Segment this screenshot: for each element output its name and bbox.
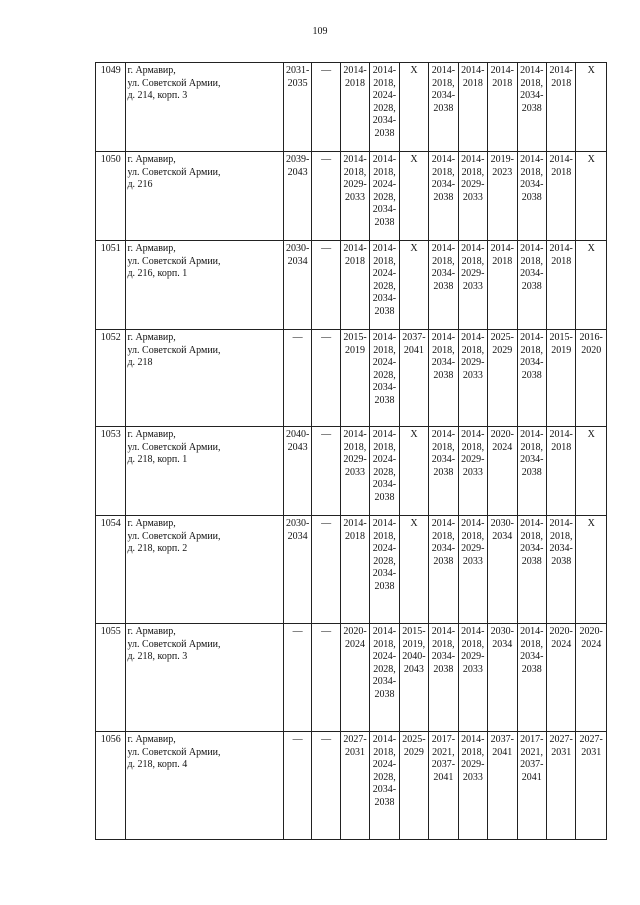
address-line: д. 214, корп. 3 bbox=[127, 90, 188, 101]
period-cell: 2014- 2018, 2034- 2038 bbox=[429, 427, 458, 516]
record-number: 1050 bbox=[96, 152, 126, 241]
period-cell: Х bbox=[399, 63, 428, 152]
period-cell: 2014- 2018, 2029- 2033 bbox=[458, 241, 487, 330]
period-cell: 2015- 2019 bbox=[546, 330, 575, 427]
address-line: г. Армавир, bbox=[127, 429, 176, 440]
table-row bbox=[96, 63, 607, 152]
period-cell: — bbox=[312, 63, 340, 152]
period-cell: 2014- 2018, 2029- 2033 bbox=[458, 427, 487, 516]
address-cell bbox=[126, 330, 283, 427]
period-cell: — bbox=[312, 152, 340, 241]
period-cell: 2014- 2018, 2034- 2038 bbox=[517, 330, 546, 427]
address-line: д. 218 bbox=[127, 357, 153, 368]
period-cell: 2014- 2018, 2034- 2038 bbox=[429, 330, 458, 427]
record-number: 1051 bbox=[96, 241, 126, 330]
period-cell: Х bbox=[576, 516, 607, 624]
period-cell: 2020- 2024 bbox=[488, 427, 517, 516]
address-line: д. 216 bbox=[127, 179, 153, 190]
address-line: г. Армавир, bbox=[127, 65, 176, 76]
period-cell: 2014- 2018, 2024- 2028, 2034- 2038 bbox=[370, 330, 399, 427]
address-line: ул. Советской Армии, bbox=[127, 530, 221, 542]
address-line: г. Армавир, bbox=[127, 154, 176, 165]
period-cell: 2027- 2031 bbox=[576, 732, 607, 840]
address-line: ул. Советской Армии, bbox=[127, 77, 221, 89]
address-line: г. Армавир, bbox=[127, 518, 176, 529]
period-cell: — bbox=[283, 330, 311, 427]
period-cell: 2025- 2029 bbox=[488, 330, 517, 427]
page-number: 109 bbox=[312, 26, 328, 37]
address-line: ул. Советской Армии, bbox=[127, 441, 221, 453]
address-cell bbox=[126, 624, 283, 732]
record-number: 1049 bbox=[96, 63, 126, 152]
record-number: 1053 bbox=[96, 427, 126, 516]
address-line: ул. Советской Армии, bbox=[127, 255, 221, 267]
period-cell: 2014- 2018, 2029- 2033 bbox=[458, 624, 487, 732]
address-cell bbox=[126, 241, 283, 330]
period-cell: 2039- 2043 bbox=[283, 152, 311, 241]
record-number: 1056 bbox=[96, 732, 126, 840]
period-cell: — bbox=[312, 241, 340, 330]
period-cell: 2014- 2018, 2034- 2038 bbox=[429, 516, 458, 624]
period-cell: 2014- 2018 bbox=[546, 241, 575, 330]
address-line: д. 218, корп. 4 bbox=[127, 759, 188, 770]
period-cell: 2014- 2018, 2024- 2028, 2034- 2038 bbox=[370, 63, 399, 152]
period-cell: Х bbox=[399, 427, 428, 516]
period-cell: — bbox=[312, 330, 340, 427]
period-cell: 2020- 2024 bbox=[576, 624, 607, 732]
period-cell: 2014- 2018 bbox=[546, 427, 575, 516]
period-cell: Х bbox=[399, 516, 428, 624]
table-row bbox=[96, 427, 607, 516]
table-row bbox=[96, 241, 607, 330]
period-cell: 2020- 2024 bbox=[340, 624, 369, 732]
period-cell: 2014- 2018, 2029- 2033 bbox=[340, 152, 369, 241]
period-cell: 2014- 2018, 2029- 2033 bbox=[340, 427, 369, 516]
period-cell: 2014- 2018 bbox=[458, 63, 487, 152]
period-cell: 2017- 2021, 2037- 2041 bbox=[517, 732, 546, 840]
record-number: 1052 bbox=[96, 330, 126, 427]
period-cell: Х bbox=[576, 63, 607, 152]
period-cell: 2014- 2018 bbox=[340, 241, 369, 330]
address-line: д. 218, корп. 3 bbox=[127, 651, 188, 662]
period-cell: 2014- 2018, 2024- 2028, 2034- 2038 bbox=[370, 152, 399, 241]
period-cell: 2027- 2031 bbox=[340, 732, 369, 840]
period-cell: Х bbox=[399, 152, 428, 241]
period-cell: 2014- 2018, 2034- 2038 bbox=[429, 152, 458, 241]
period-cell: 2015- 2019 bbox=[340, 330, 369, 427]
repair-schedule-table bbox=[95, 62, 607, 840]
period-cell: 2014- 2018, 2034- 2038 bbox=[429, 241, 458, 330]
period-cell: 2014- 2018 bbox=[546, 63, 575, 152]
address-line: ул. Советской Армии, bbox=[127, 746, 221, 758]
period-cell: — bbox=[312, 427, 340, 516]
period-cell: — bbox=[283, 624, 311, 732]
period-cell: 2014- 2018 bbox=[340, 516, 369, 624]
period-cell: 2014- 2018, 2034- 2038 bbox=[517, 152, 546, 241]
period-cell: 2014- 2018, 2034- 2038 bbox=[517, 241, 546, 330]
period-cell: 2014- 2018, 2024- 2028, 2034- 2038 bbox=[370, 732, 399, 840]
table-row bbox=[96, 732, 607, 840]
period-cell: 2015- 2019, 2040- 2043 bbox=[399, 624, 428, 732]
record-number: 1055 bbox=[96, 624, 126, 732]
address-line: ул. Советской Армии, bbox=[127, 166, 221, 178]
period-cell: 2016- 2020 bbox=[576, 330, 607, 427]
period-cell: 2014- 2018 bbox=[340, 63, 369, 152]
address-line: д. 218, корп. 2 bbox=[127, 543, 188, 554]
period-cell: 2020- 2024 bbox=[546, 624, 575, 732]
period-cell: 2014- 2018, 2029- 2033 bbox=[458, 330, 487, 427]
address-line: д. 216, корп. 1 bbox=[127, 268, 188, 279]
address-line: ул. Советской Армии, bbox=[127, 638, 221, 650]
table-row bbox=[96, 516, 607, 624]
address-cell bbox=[126, 516, 283, 624]
address-line: г. Армавир, bbox=[127, 332, 176, 343]
period-cell: 2030- 2034 bbox=[283, 516, 311, 624]
period-cell: 2014- 2018, 2024- 2028, 2034- 2038 bbox=[370, 427, 399, 516]
period-cell: 2017- 2021, 2037- 2041 bbox=[429, 732, 458, 840]
period-cell: Х bbox=[576, 241, 607, 330]
period-cell: 2014- 2018, 2024- 2028, 2034- 2038 bbox=[370, 624, 399, 732]
period-cell: — bbox=[283, 732, 311, 840]
period-cell: 2027- 2031 bbox=[546, 732, 575, 840]
period-cell: 2040- 2043 bbox=[283, 427, 311, 516]
period-cell: — bbox=[312, 516, 340, 624]
period-cell: Х bbox=[399, 241, 428, 330]
period-cell: 2030- 2034 bbox=[488, 624, 517, 732]
period-cell: — bbox=[312, 732, 340, 840]
period-cell: 2030- 2034 bbox=[283, 241, 311, 330]
period-cell: 2014- 2018, 2029- 2033 bbox=[458, 152, 487, 241]
address-line: г. Армавир, bbox=[127, 626, 176, 637]
record-number: 1054 bbox=[96, 516, 126, 624]
period-cell: 2025- 2029 bbox=[399, 732, 428, 840]
table-row bbox=[96, 152, 607, 241]
period-cell: 2014- 2018, 2029- 2033 bbox=[458, 516, 487, 624]
period-cell: 2014- 2018, 2034- 2038 bbox=[429, 624, 458, 732]
period-cell: 2019- 2023 bbox=[488, 152, 517, 241]
period-cell: 2014- 2018, 2034- 2038 bbox=[429, 63, 458, 152]
period-cell: 2037- 2041 bbox=[399, 330, 428, 427]
period-cell: 2037- 2041 bbox=[488, 732, 517, 840]
period-cell: 2014- 2018 bbox=[488, 241, 517, 330]
address-cell bbox=[126, 152, 283, 241]
period-cell: 2014- 2018, 2034- 2038 bbox=[517, 427, 546, 516]
period-cell: 2014- 2018 bbox=[546, 152, 575, 241]
period-cell: — bbox=[312, 624, 340, 732]
address-cell bbox=[126, 63, 283, 152]
period-cell: 2014- 2018, 2024- 2028, 2034- 2038 bbox=[370, 241, 399, 330]
address-line: г. Армавир, bbox=[127, 734, 176, 745]
period-cell: Х bbox=[576, 427, 607, 516]
address-cell bbox=[126, 427, 283, 516]
period-cell: 2014- 2018, 2034- 2038 bbox=[517, 63, 546, 152]
period-cell: 2014- 2018, 2034- 2038 bbox=[517, 516, 546, 624]
period-cell: 2014- 2018, 2029- 2033 bbox=[458, 732, 487, 840]
address-cell bbox=[126, 732, 283, 840]
address-line: г. Армавир, bbox=[127, 243, 176, 254]
address-line: ул. Советской Армии, bbox=[127, 344, 221, 356]
period-cell: Х bbox=[576, 152, 607, 241]
period-cell: 2030- 2034 bbox=[488, 516, 517, 624]
period-cell: 2014- 2018, 2034- 2038 bbox=[546, 516, 575, 624]
period-cell: 2014- 2018 bbox=[488, 63, 517, 152]
table-row bbox=[96, 624, 607, 732]
period-cell: 2014- 2018, 2034- 2038 bbox=[517, 624, 546, 732]
period-cell: 2031- 2035 bbox=[283, 63, 311, 152]
table-row bbox=[96, 330, 607, 427]
address-line: д. 218, корп. 1 bbox=[127, 454, 188, 465]
period-cell: 2014- 2018, 2024- 2028, 2034- 2038 bbox=[370, 516, 399, 624]
